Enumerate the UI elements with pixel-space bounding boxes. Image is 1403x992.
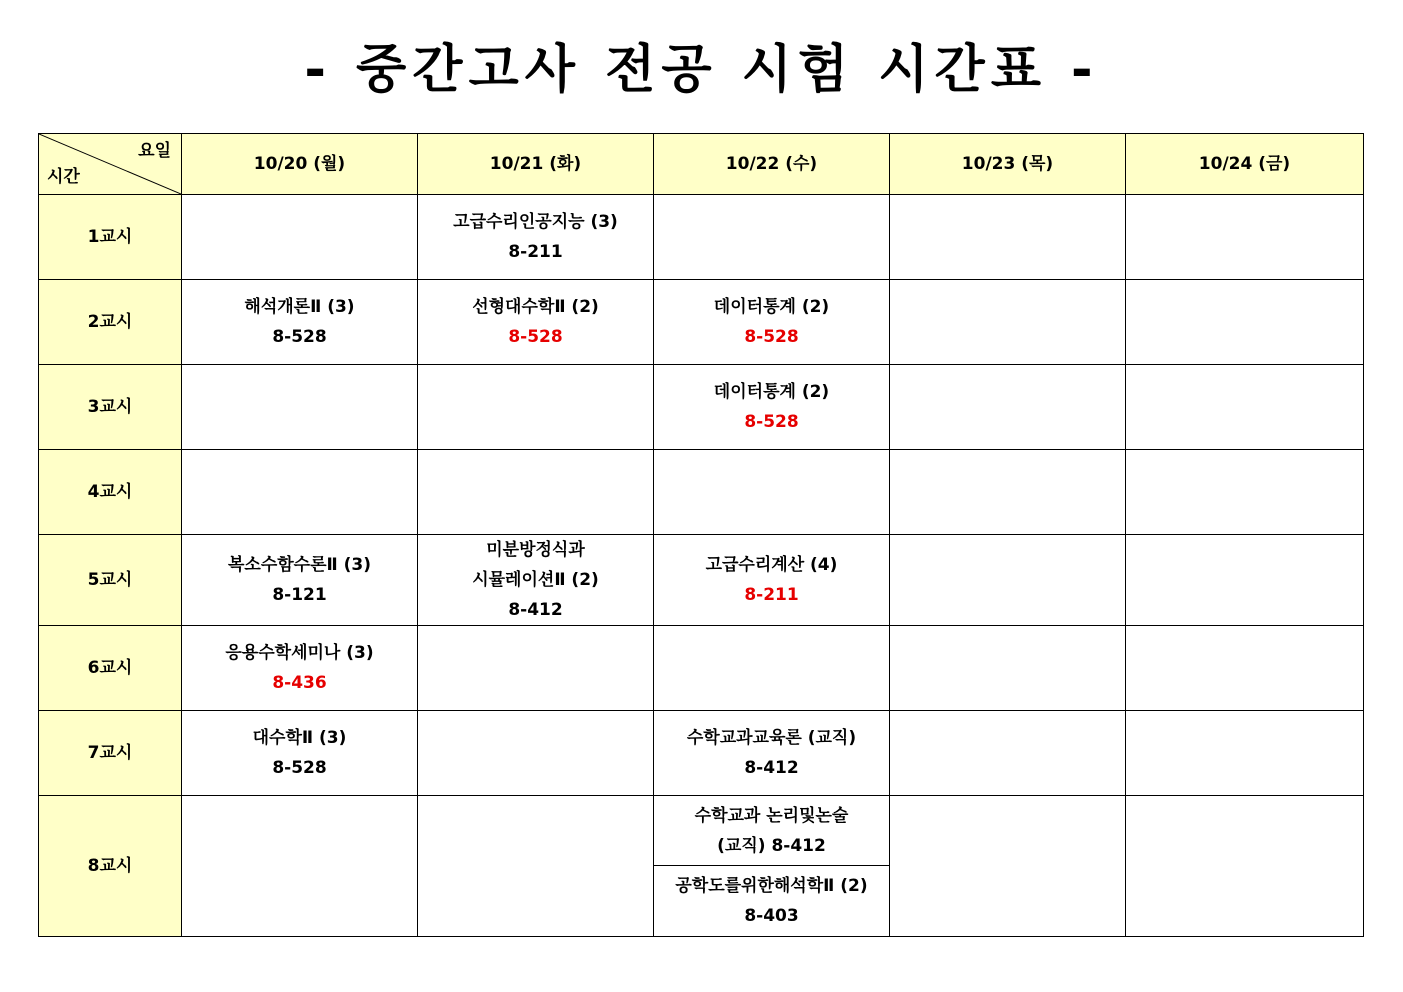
cell-empty (182, 195, 418, 280)
period-label: 1교시 (39, 195, 182, 280)
cell-empty (1126, 195, 1364, 280)
exam-cell (654, 280, 890, 365)
cell-empty (890, 796, 1126, 937)
cell-empty (890, 365, 1126, 450)
course-name: 선형대수학Ⅱ (2) (472, 297, 599, 317)
course-name-line1: 수학교과 논리및논술 (694, 805, 849, 826)
room-number-highlighted: 8-436 (272, 673, 327, 693)
room-number-highlighted: 8-528 (744, 412, 799, 432)
exam-cell (182, 626, 418, 711)
room-number-highlighted: 8-528 (744, 327, 799, 347)
period-row-8 (39, 796, 1364, 866)
room-number: 8-528 (272, 327, 327, 347)
course-name: 수학교과교육론 (교직) (686, 728, 857, 748)
cell-empty (654, 195, 890, 280)
cell-empty (182, 796, 418, 937)
period-row-7 (39, 711, 1364, 796)
room-number: 8-121 (272, 585, 327, 605)
header-row (39, 134, 1364, 195)
cell-empty (890, 711, 1126, 796)
course-name-line2: (교직) 8-412 (717, 835, 826, 856)
cell-empty (654, 450, 890, 535)
page-title: - 중간고사 전공 시험 시간표 - (304, 40, 1099, 100)
exam-cell (418, 280, 654, 365)
exam-cell (418, 195, 654, 280)
cell-empty (890, 450, 1126, 535)
course-name: 데이터통계 (2) (713, 297, 830, 317)
corner-header (39, 134, 182, 195)
exam-cell (654, 365, 890, 450)
exam-schedule-table (38, 133, 1364, 937)
day-header-fri: 10/24 (금) (1126, 134, 1364, 195)
room-number: 8-528 (272, 758, 327, 778)
cell-empty (890, 626, 1126, 711)
period-label: 7교시 (39, 711, 182, 796)
cell-empty (182, 450, 418, 535)
cell-empty (890, 280, 1126, 365)
period-label: 6교시 (39, 626, 182, 711)
cell-empty (1126, 450, 1364, 535)
period-row-6 (39, 626, 1364, 711)
cell-empty (418, 626, 654, 711)
cell-empty (418, 796, 654, 937)
day-header-thu: 10/23 (목) (890, 134, 1126, 195)
course-name: 응용수학세미나 (3) (225, 643, 374, 663)
period-label: 8교시 (39, 796, 182, 937)
course-name: 복소수함수론Ⅱ (3) (227, 555, 372, 575)
exam-cell (654, 866, 890, 937)
exam-cell (654, 796, 890, 866)
day-header-tue: 10/21 (화) (418, 134, 654, 195)
room-number-highlighted: 8-528 (508, 327, 563, 347)
cell-empty (418, 365, 654, 450)
course-name: 고급수리인공지능 (3) (453, 212, 618, 232)
room-number: 8-412 (744, 758, 799, 778)
course-name: 해석개론Ⅱ (3) (244, 297, 355, 317)
exam-cell (418, 535, 654, 626)
corner-time-label: 시간 (47, 167, 80, 187)
corner-day-label: 요일 (138, 141, 171, 161)
cell-empty (890, 535, 1126, 626)
room-number: 8-412 (508, 600, 563, 620)
period-row-3 (39, 365, 1364, 450)
cell-empty (1126, 365, 1364, 450)
day-header-mon: 10/20 (월) (182, 134, 418, 195)
room-number-highlighted: 8-211 (744, 585, 799, 605)
cell-empty (1126, 280, 1364, 365)
exam-cell (654, 711, 890, 796)
cell-empty (418, 450, 654, 535)
course-name-line2: 시뮬레이션Ⅱ (2) (472, 570, 599, 590)
course-name-line1: 미분방정식과 (486, 540, 585, 560)
cell-empty (1126, 711, 1364, 796)
exam-cell (182, 280, 418, 365)
period-label: 4교시 (39, 450, 182, 535)
period-row-4 (39, 450, 1364, 535)
cell-empty (1126, 796, 1364, 937)
cell-empty (1126, 626, 1364, 711)
course-name: 고급수리계산 (4) (705, 555, 838, 575)
period-label: 3교시 (39, 365, 182, 450)
period-row-2 (39, 280, 1364, 365)
course-name: 공학도를위한해석학Ⅱ (2) (675, 876, 868, 896)
period-label: 2교시 (39, 280, 182, 365)
exam-cell (182, 535, 418, 626)
cell-empty (890, 195, 1126, 280)
cell-empty (1126, 535, 1364, 626)
exam-cell (654, 535, 890, 626)
day-header-wed: 10/22 (수) (654, 134, 890, 195)
course-name: 대수학Ⅱ (3) (252, 728, 347, 748)
room-number: 8-211 (508, 242, 563, 262)
period-label: 5교시 (39, 535, 182, 626)
cell-empty (182, 365, 418, 450)
room-number: 8-403 (744, 906, 799, 926)
period-row-5 (39, 535, 1364, 626)
period-row-1 (39, 195, 1364, 280)
cell-empty (654, 626, 890, 711)
exam-cell (182, 711, 418, 796)
cell-empty (418, 711, 654, 796)
course-name: 데이터통계 (2) (713, 382, 830, 402)
